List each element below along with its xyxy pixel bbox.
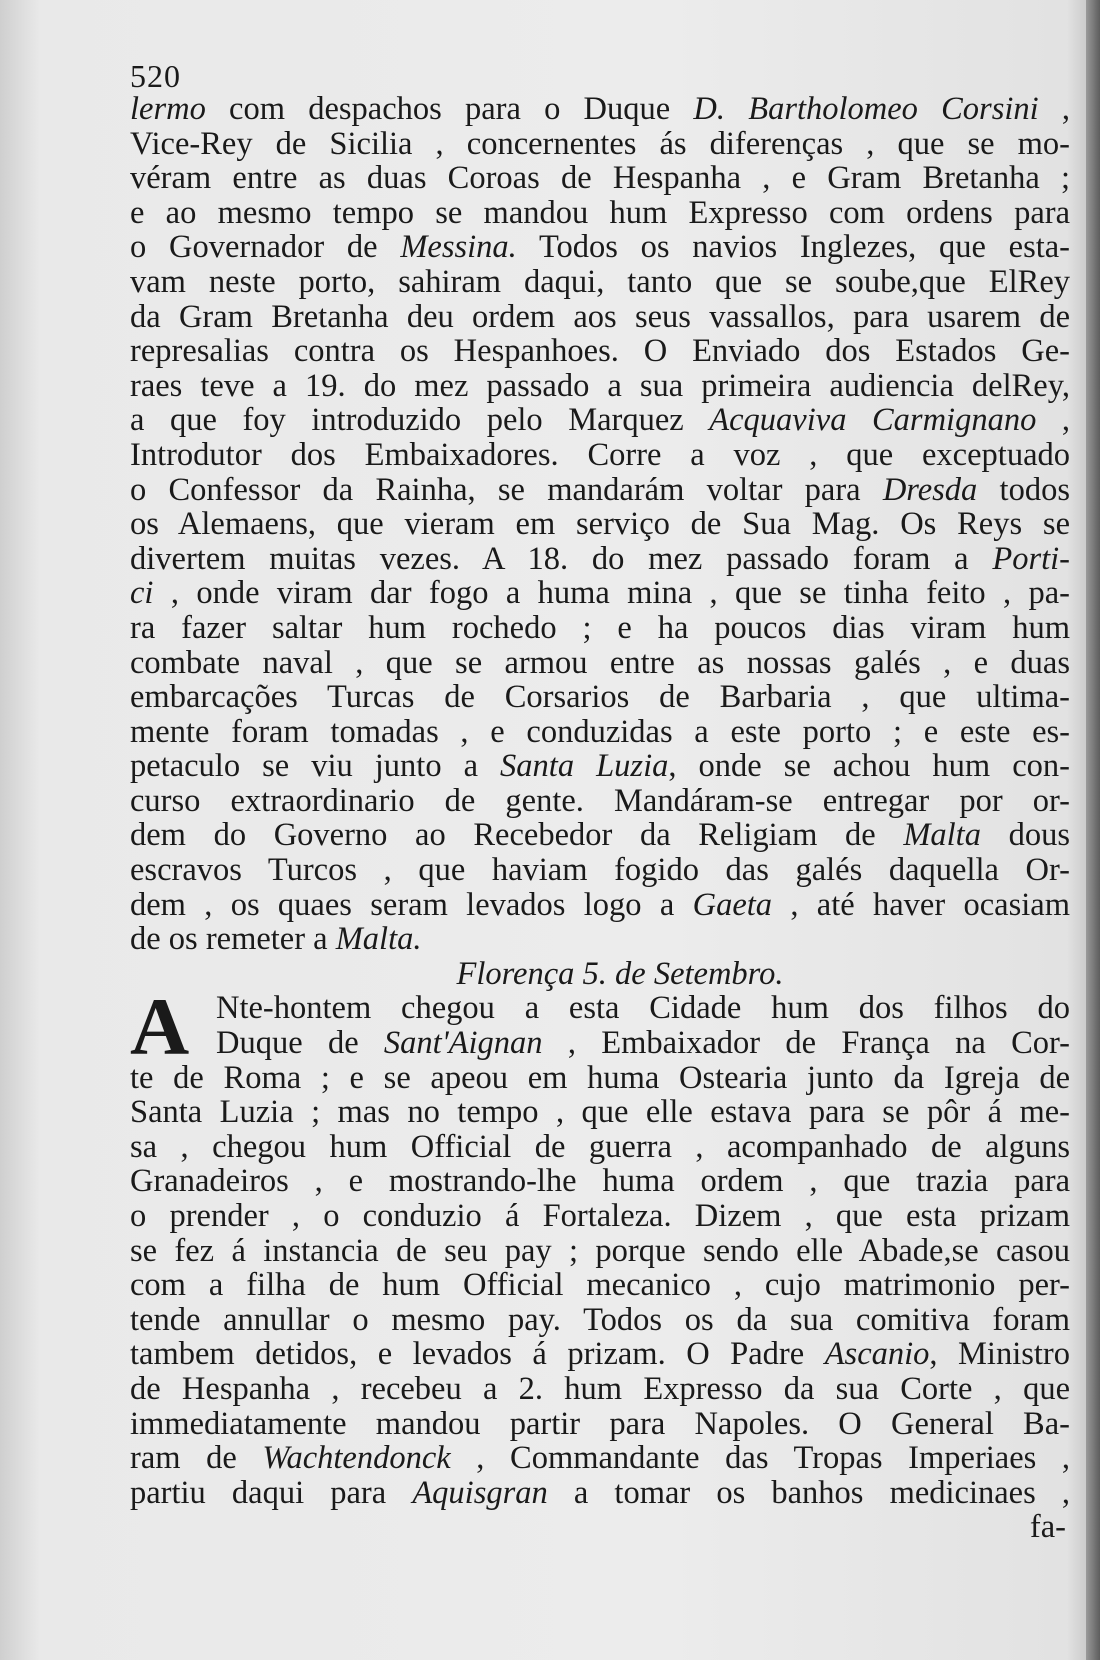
text-run: curso extraordinario de gente. Mandáram-se entregar por or-: [130, 782, 1070, 819]
text-line: [216, 991, 1070, 1026]
text-run: petaculo se viu junto a: [130, 748, 501, 785]
text-line: [130, 542, 1070, 577]
text-line: [216, 1026, 1070, 1061]
text-line: [130, 922, 1070, 957]
text-line: [130, 646, 1070, 681]
text-line: [130, 300, 1070, 335]
text-run: com despachos para o Duque: [205, 91, 694, 127]
text-line: [130, 1372, 1070, 1407]
text-line: [130, 334, 1070, 369]
text-line: [130, 403, 1070, 438]
text-line: [130, 1130, 1070, 1165]
text-run: , Embaixador de França na Cor-: [542, 1025, 1070, 1062]
italic-run: ci: [130, 575, 154, 612]
text-line: [130, 92, 1070, 127]
text-run: de os remeter a: [130, 921, 336, 958]
text-run: Granadeiros , e mostrando-lhe huma ordem , que trazia para: [130, 1163, 1070, 1200]
text-line: [130, 507, 1070, 542]
paragraph-florence-news: [130, 981, 1071, 1511]
text-line: [130, 1441, 1070, 1476]
text-run: o Confessor da Rainha, se mandarám voltar para: [130, 471, 883, 508]
text-line: [130, 1303, 1070, 1338]
text-line: [130, 1164, 1070, 1199]
text-run: dous: [980, 817, 1070, 854]
text-line: [130, 1337, 1070, 1372]
text-run: , onde viram dar fogo a huma mina , que se tinha feito , pa-: [153, 575, 1070, 612]
text-line: [130, 715, 1070, 750]
text-line: [130, 680, 1070, 715]
text-run: da Gram Bretanha deu ordem aos seus vassallos, para usarem de: [130, 298, 1070, 335]
italic-run: Santa Luzia: [500, 748, 669, 785]
text-line: [130, 196, 1070, 231]
italic-run: D. Bartholomeo Corsini: [693, 91, 1039, 127]
italic-run: Messina.: [400, 229, 517, 266]
text-run: Santa Luzia ; mas no tempo , que elle estava para se pôr á me-: [130, 1094, 1070, 1131]
italic-run: Wachtendonck: [262, 1440, 451, 1477]
text-line: [130, 230, 1070, 265]
italic-run: Malta.: [335, 921, 422, 958]
text-line: [130, 576, 1070, 611]
text-run: a que foy introduzido pelo Marquez: [130, 402, 710, 439]
text-run: sa , chegou hum Official de guerra , acompanhado de alguns: [130, 1128, 1070, 1165]
text-run: te de Roma ; e se apeou em huma Ostearia junto da Igreja de: [130, 1059, 1070, 1096]
italic-run: Porti-: [992, 540, 1070, 577]
text-run: Duque de: [216, 1025, 384, 1062]
text-line: [130, 611, 1070, 646]
italic-run: Aquisgran: [412, 1474, 548, 1511]
drop-cap: A: [130, 981, 190, 1073]
text-line: [130, 127, 1070, 162]
text-run: Introdutor dos Embaixadores. Corre a voz , que exceptuado: [130, 436, 1070, 473]
text-run: mente foram tomadas , e conduzidas a este porto ; e este es-: [130, 713, 1070, 750]
text-run: , Commandante das Tropas Imperiaes ,: [450, 1440, 1071, 1477]
text-line: [130, 888, 1070, 923]
text-run: véram entre as duas Coroas de Hespanha , e Gram Bretanha ;: [130, 160, 1070, 197]
text-line: [130, 438, 1070, 473]
text-run: todos: [977, 471, 1070, 508]
text-line: [130, 1095, 1070, 1130]
text-line: [130, 1199, 1070, 1234]
text-line: [130, 1476, 1070, 1511]
page-edge-shadow: [1086, 0, 1100, 1660]
text-line: [130, 1234, 1070, 1269]
paragraph-florence-body: [130, 1061, 1070, 1511]
text-run: embarcações Turcas de Corsarios de Barbaria , que ultima-: [130, 679, 1070, 716]
text-line: [130, 1061, 1070, 1096]
text-run: dem , os quaes seram levados logo a: [130, 886, 693, 923]
text-run: o prender , o conduzio á Fortaleza. Dizem , que esta prizam: [130, 1198, 1070, 1234]
text-run: ,: [1038, 91, 1071, 127]
italic-run: lermo: [130, 91, 206, 127]
text-line: [130, 1268, 1070, 1303]
text-run: se fez á instancia de seu pay ; porque sendo elle Abade,se casou: [130, 1232, 1070, 1269]
text-line: [130, 853, 1070, 888]
text-run: escravos Turcos , que haviam fogido das galés daquella Or-: [130, 852, 1070, 889]
italic-run: Malta: [903, 817, 981, 854]
text-run: Nte-hontem chegou a esta Cidade hum dos filhos do: [216, 990, 1070, 1027]
text-line: [130, 749, 1070, 784]
text-run: ra fazer saltar hum rochedo ; e ha poucos dias viram hum: [130, 609, 1070, 646]
text-run: os Alemaens, que vieram em serviço de Sua Mag. Os Reys se: [130, 506, 1070, 543]
drop-cap-lines: [130, 981, 1070, 1073]
text-run: immediatamente mandou partir para Napoles. O General Ba-: [130, 1405, 1070, 1442]
text-run: a tomar os banhos medicinaes ,: [547, 1474, 1071, 1511]
text-run: e ao mesmo tempo se mandou hum Expresso com ordens para: [130, 194, 1070, 231]
text-run: combate naval , que se armou entre as nossas galés , e duas: [130, 644, 1070, 681]
text-run: Vice-Rey de Sicilia , concernentes ás diferenças , que se mo-: [130, 125, 1070, 162]
text-run: vam neste porto, sahiram daqui, tanto que se soube,que ElRey: [130, 263, 1070, 300]
paragraph-rome-news: [130, 92, 1070, 957]
text-run: tende annullar o mesmo pay. Todos os da sua comitiva foram: [130, 1301, 1070, 1338]
italic-run: Gaeta: [692, 886, 773, 923]
text-run: , onde se achou hum con-: [668, 748, 1070, 785]
text-run: dem do Governo ao Recebedor da Religiam de: [130, 817, 904, 854]
italic-run: Dresda: [882, 471, 978, 508]
text-line: [130, 1407, 1070, 1442]
text-run: , até haver ocasiam: [772, 886, 1070, 923]
text-run: o Governador de: [130, 229, 401, 266]
text-run: ,: [1036, 402, 1071, 439]
page-number: 520: [130, 58, 181, 94]
italic-run: Sant'Aignan: [383, 1025, 543, 1062]
text-line: [130, 265, 1070, 300]
text-line: [130, 818, 1070, 853]
text-line: [130, 784, 1070, 819]
text-run: com a filha de hum Official mecanico , cujo matrimonio per-: [130, 1267, 1070, 1304]
text-line: [130, 369, 1070, 404]
italic-run: Acquaviva Carmignano: [709, 402, 1037, 439]
text-run: represalias contra os Hespanhoes. O Enviado dos Estados Ge-: [130, 333, 1070, 370]
text-run: partiu daqui para: [130, 1474, 413, 1511]
text-run: Todos os navios Inglezes, que esta-: [516, 229, 1070, 266]
text-run: ram de: [130, 1440, 263, 1477]
text-line: [130, 161, 1070, 196]
catchword: fa-: [1029, 1509, 1066, 1546]
text-run: tambem detidos, e levados á prizam. O Padre: [130, 1336, 825, 1373]
italic-run: Ascanio: [824, 1336, 930, 1373]
dateline-florence: Florença 5. de Setembro.: [456, 955, 784, 992]
body-text: [130, 92, 1070, 1545]
text-run: divertem muitas vezes. A 18. do mez passado foram a: [130, 540, 993, 577]
text-run: raes teve a 19. do mez passado a sua primeira audiencia delRey,: [130, 367, 1070, 404]
text-run: , Ministro: [929, 1336, 1070, 1373]
text-run: de Hespanha , recebeu a 2. hum Expresso da sua Corte , que: [130, 1370, 1070, 1407]
text-line: [130, 473, 1070, 508]
